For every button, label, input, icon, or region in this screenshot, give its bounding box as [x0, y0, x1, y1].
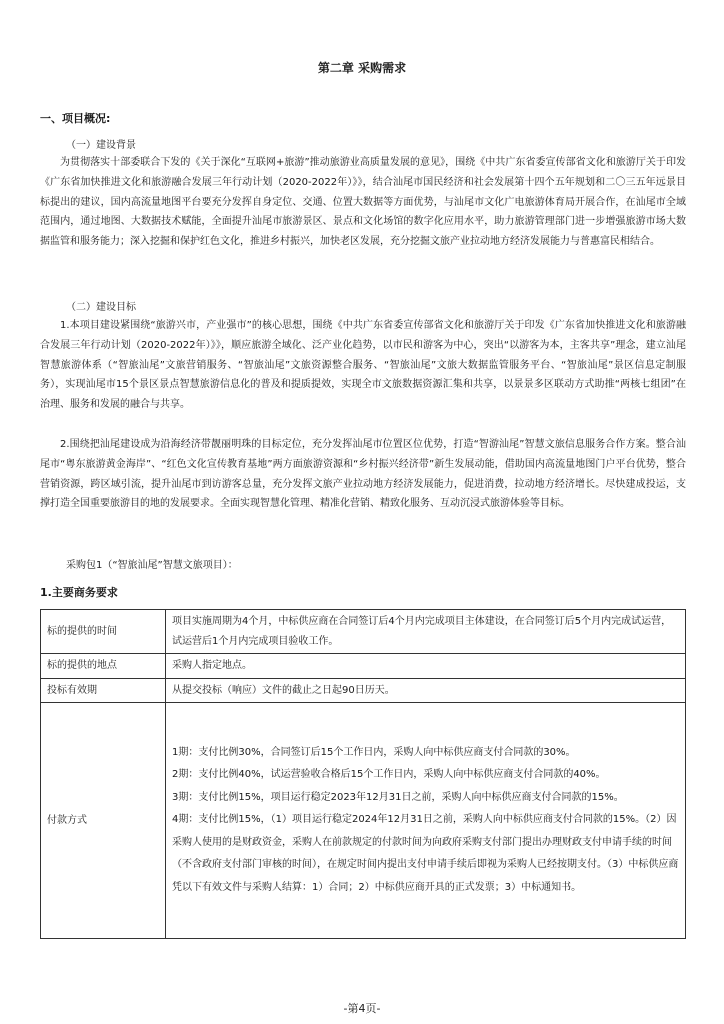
- subheading-goals: （二）建设目标: [66, 302, 136, 313]
- row-value: 从提交投标（响应）文件的截止之日起90日历天。: [166, 678, 686, 703]
- section-heading: 一、项目概况:: [40, 112, 111, 125]
- row-value: 采购人指定地点。: [166, 654, 686, 679]
- table-row: [41, 610, 686, 654]
- payment-phase-3: 3期：支付比例15%，项目运行稳定2023年12月31日之前，采购人向中标供应商支付合同款的15%。: [172, 791, 624, 803]
- table-row: [41, 654, 686, 679]
- payment-phase-2: 2期：支付比例40%，试运营验收合格后15个工作日内，采购人向中标供应商支付合同款的40%。: [172, 769, 606, 781]
- row-label: 付款方式: [41, 703, 166, 939]
- chapter-title: 第二章 采购需求: [317, 61, 407, 75]
- goal-paragraph-1: 1.本项目建设紧围绕“旅游兴市，产业强市”的核心思想，围绕《中共广东省委宣传部省文化和旅游厅关于印发《广东省加快推进文化和旅游融合发展三年行动计划（2020-2022年）》》，顺应旅游全域化、泛产业化趋势，以市民和游客为中心，突出“以游客为本，主客共享”理念，建立汕尾智慧旅游体系（“智旅汕尾”文旅营销服务、“智旅汕尾”文旅资源整合服务、“智旅汕尾”文旅大数据监管服务平台、“智旅汕尾”景区信息定制服务），实现汕尾市15个景区景点智慧旅游信息化的普及和提质提效，实现全市文旅数据资源汇集和共享，以景景多区联动方式助推“两核七组团”在治理、服务和发展的融合与共享。: [40, 320, 686, 411]
- payment-phase-1: 1期：支付比例30%，合同签订后15个工作日内，采购人向中标供应商支付合同款的30%。: [172, 746, 576, 758]
- background-paragraph: 为贯彻落实十部委联合下发的《关于深化“互联网+旅游”推动旅游业高质量发展的意见》，围绕《中共广东省委宣传部省文化和旅游厅关于印发《广东省加快推进文化和旅游融合发展三年行动计划（2020-2022年）》》，结合汕尾市国民经济和社会发展第十四个五年规划和二〇三五年远景目标提出的建议，国内高流量地图平台要充分发挥自身定位、交通、位置大数据等方面优势，与汕尾市文化广电旅游体育局开展合作，在汕尾市全域范围内，通过地图、大数据技术赋能，全面提升汕尾市旅游景区、景点和文化场馆的数字化应用水平，助力旅游管理部门进一步增强旅游市场大数据监管和服务能力；深入挖掘和保护红色文化，推进乡村振兴，加快老区发展，充分挖掘文旅产业拉动地方经济发展能力与普惠富民相结合。: [40, 157, 686, 248]
- business-requirements-title: 1.主要商务要求: [40, 586, 118, 599]
- business-requirements-table: [40, 609, 686, 939]
- package-label: 采购包1（“智旅汕尾”智慧文旅项目）：: [66, 560, 238, 571]
- table-row: [41, 678, 686, 703]
- row-label: 标的提供的时间: [41, 610, 166, 654]
- goal-paragraph-2: 2.围绕把汕尾建设成为沿海经济带靓丽明珠的目标定位，充分发挥汕尾市位置区位优势，打造“智游汕尾”智慧文旅信息服务合作方案。整合汕尾市“粤东旅游黄金海岸”、“红色文化宣传教育基地”两方面旅游资源和“乡村振兴经济带”新生发展动能，借助国内高流量地图门户平台优势，整合营销资源，跨区域引流，提升汕尾市到访游客总量，充分发挥文旅产业拉动地方经济发展能力，促进消费，拉动地方经济增长。尽快建成投运，支撑打造全国重要旅游目的地的发展要求。全面实现智慧化管理、精准化营销、精致化服务、互动沉浸式旅游体验等目标。: [40, 439, 686, 510]
- row-label: 标的提供的地点: [41, 654, 166, 679]
- subheading-background: （一）建设背景: [66, 140, 136, 151]
- row-value: 项目实施周期为4个月，中标供应商在合同签订后4个月内完成项目主体建设，在合同签订后5个月内完成试运营，试运营后1个月内完成项目验收工作。: [166, 610, 686, 654]
- payment-phase-4: 4期：支付比例15%，（1）项目运行稳定2024年12月31日之前，采购人向中标供应商支付合同款的15%。（2）因采购人使用的是财政资金，采购人在前款规定的付款时间为向政府采购支付部门提出办理财政支付申请手续的时间（不含政府支付部门审核的时间），在规定时间内提出支付申请手续后即视为采购人已经按期支付。（3）中标供应商凭以下有效文件与采购人结算：1）合同；2）中标供应商开具的正式发票；3）中标通知书。: [172, 814, 679, 893]
- payment-terms-cell: [166, 703, 686, 939]
- page-number: -第4页-: [343, 1002, 381, 1015]
- table-row: [41, 703, 686, 939]
- row-label: 投标有效期: [41, 678, 166, 703]
